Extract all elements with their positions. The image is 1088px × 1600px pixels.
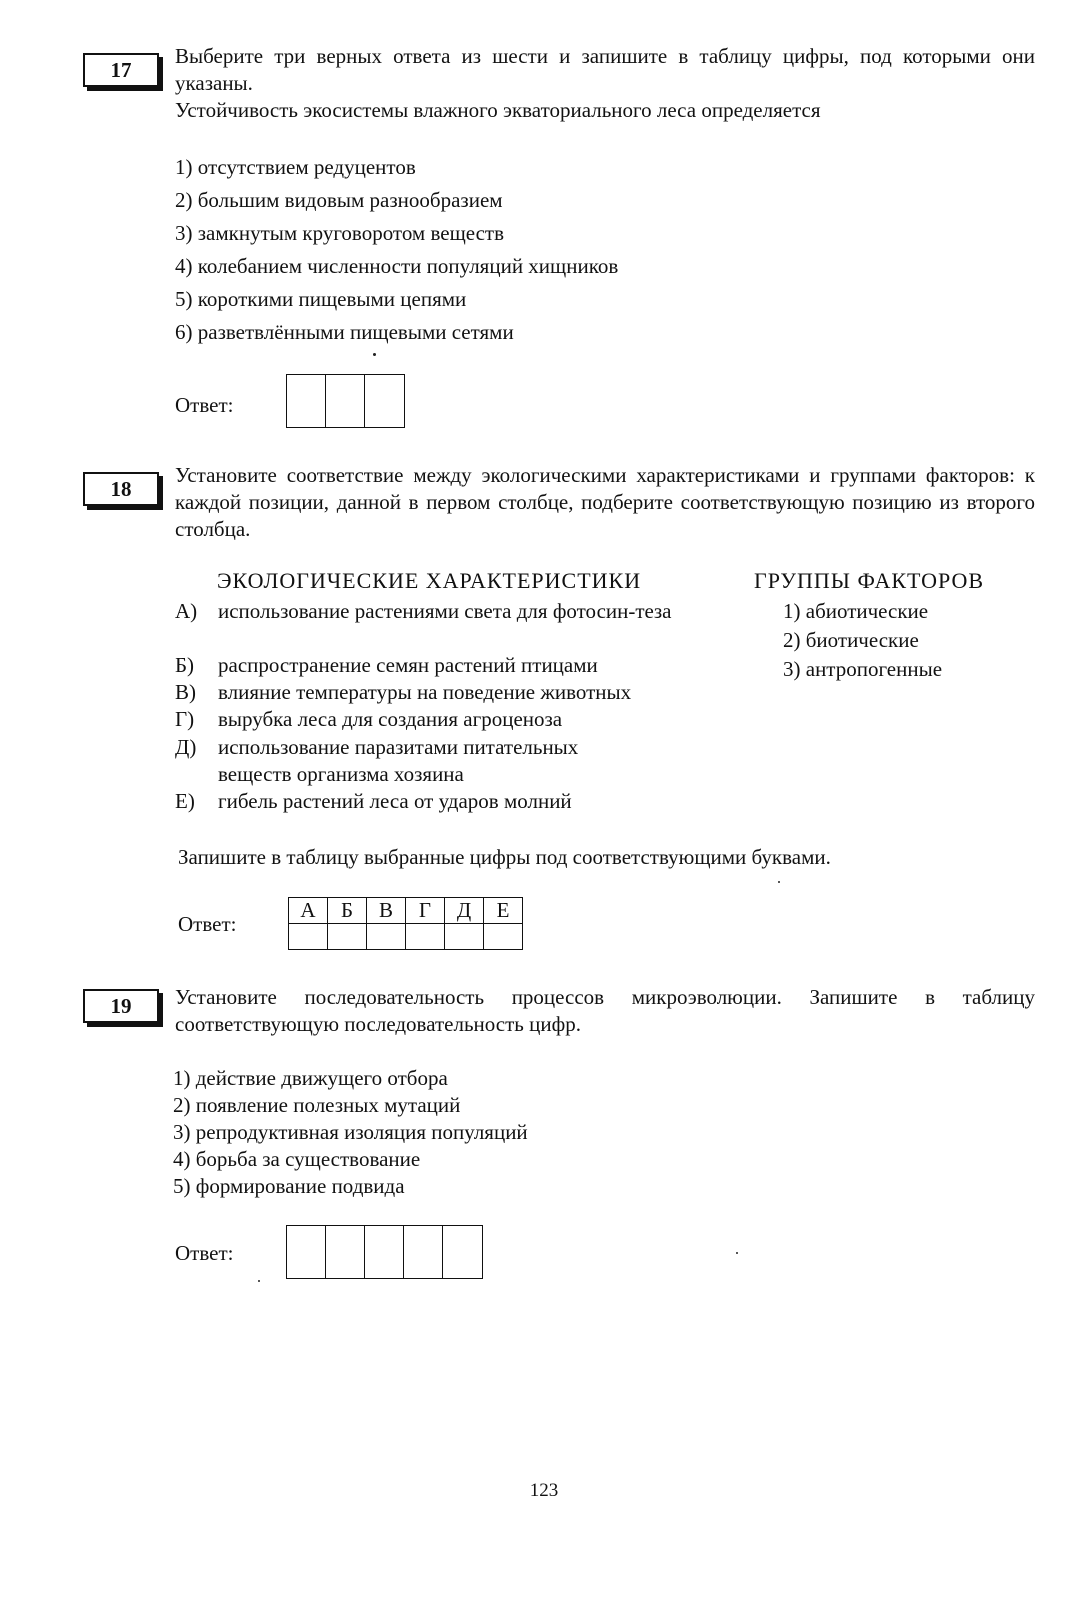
q17-answer-boxes[interactable] xyxy=(286,374,405,428)
q18-left-heading: ЭКОЛОГИЧЕСКИЕ ХАРАКТЕРИСТИКИ xyxy=(217,568,642,593)
scan-speck xyxy=(373,353,376,356)
answer-cell[interactable] xyxy=(289,924,328,950)
item-letter: Г) xyxy=(175,707,195,731)
answer-cell[interactable] xyxy=(326,1226,365,1278)
answer-cell[interactable] xyxy=(484,924,523,950)
scan-speck xyxy=(736,1252,738,1254)
question-number-17: 17 xyxy=(83,53,159,87)
scan-speck xyxy=(778,881,780,883)
q19-option: 1) действие движущего отбора xyxy=(173,1066,448,1090)
item-letter: Б) xyxy=(175,653,195,677)
answer-cell[interactable] xyxy=(406,924,445,950)
question-number-19: 19 xyxy=(83,989,159,1023)
q18-group: 3) антропогенные xyxy=(783,657,943,681)
q17-answer-label: Ответ: xyxy=(175,393,234,417)
table-letter: Е xyxy=(484,898,523,924)
table-letter: В xyxy=(367,898,406,924)
answer-cell[interactable] xyxy=(365,1226,404,1278)
answer-cell[interactable] xyxy=(287,375,326,427)
item-text: влияние температуры на поведение животных xyxy=(218,680,632,704)
answer-cell[interactable] xyxy=(445,924,484,950)
q17-option: 3) замкнутым круговоротом веществ xyxy=(175,221,505,245)
item-letter: Д) xyxy=(175,735,197,759)
table-letter: Д xyxy=(445,898,484,924)
item-text: гибель растений леса от ударов молний xyxy=(218,789,572,813)
q19-option: 3) репродуктивная изоляция популяций xyxy=(173,1120,528,1144)
q18-group: 1) абиотические xyxy=(783,599,929,623)
q19-option: 4) борьба за существование xyxy=(173,1147,421,1171)
table-header-row xyxy=(289,898,523,924)
q19-option: 2) появление полезных мутаций xyxy=(173,1093,461,1117)
q18-intro: Установите соответствие между экологическими характеристиками и группами факторов: к каждой позиции, данной в первом столбце, подберите соответствующую позицию из второго столбца. xyxy=(175,463,1035,541)
table-letter: А xyxy=(289,898,328,924)
answer-cell[interactable] xyxy=(328,924,367,950)
q17-option: 2) большим видовым разнообразием xyxy=(175,188,503,212)
question-number-18: 18 xyxy=(83,472,159,506)
answer-cell[interactable] xyxy=(365,375,404,427)
table-letter: Б xyxy=(328,898,367,924)
page-number: 123 xyxy=(529,1480,559,1501)
item-text: распространение семян растений птицами xyxy=(218,653,598,677)
q18-right-heading: ГРУППЫ ФАКТОРОВ xyxy=(754,568,985,593)
q17-option: 5) короткими пищевыми цепями xyxy=(175,287,467,311)
answer-cell[interactable] xyxy=(326,375,365,427)
q18-answer-label: Ответ: xyxy=(178,912,237,936)
answer-cell[interactable] xyxy=(404,1226,443,1278)
q17-option: 6) разветвлёнными пищевыми сетями xyxy=(175,320,514,344)
q17-option: 1) отсутствием редуцентов xyxy=(175,155,416,179)
item-letter: В) xyxy=(175,680,196,704)
q18-answer-table[interactable] xyxy=(288,897,523,950)
q19-answer-boxes[interactable] xyxy=(286,1225,483,1279)
answer-cell[interactable] xyxy=(367,924,406,950)
q17-intro: Выберите три верных ответа из шести и запишите в таблицу цифры, под которыми они указаны. xyxy=(175,44,1035,95)
item-letter: А) xyxy=(175,599,198,623)
item-text: использование растениями света для фотосин-тeза xyxy=(218,599,672,623)
q19-intro: Установите последовательность процессов микроэволюции. Запишите в таблицу соответствующую последовательность цифр. xyxy=(175,985,1035,1036)
item-text: вырубка леса для создания агроценоза xyxy=(218,707,563,731)
item-letter: Е) xyxy=(175,789,195,813)
table-letter: Г xyxy=(406,898,445,924)
table-answer-row[interactable] xyxy=(289,924,523,950)
q19-answer-label: Ответ: xyxy=(175,1241,234,1265)
answer-cell[interactable] xyxy=(287,1226,326,1278)
q17-option: 4) колебанием численности популяций хищников xyxy=(175,254,619,278)
q18-instruction: Запишите в таблицу выбранные цифры под соответствующими буквами. xyxy=(178,845,831,869)
scan-speck xyxy=(258,1280,260,1282)
q18-group: 2) биотические xyxy=(783,628,919,652)
q19-option: 5) формирование подвида xyxy=(173,1174,405,1198)
answer-cell[interactable] xyxy=(443,1226,482,1278)
item-text: использование паразитами питательных веществ организма хозяина xyxy=(218,735,579,786)
q17-stem: Устойчивость экосистемы влажного экваториального леса определяется xyxy=(175,98,821,122)
